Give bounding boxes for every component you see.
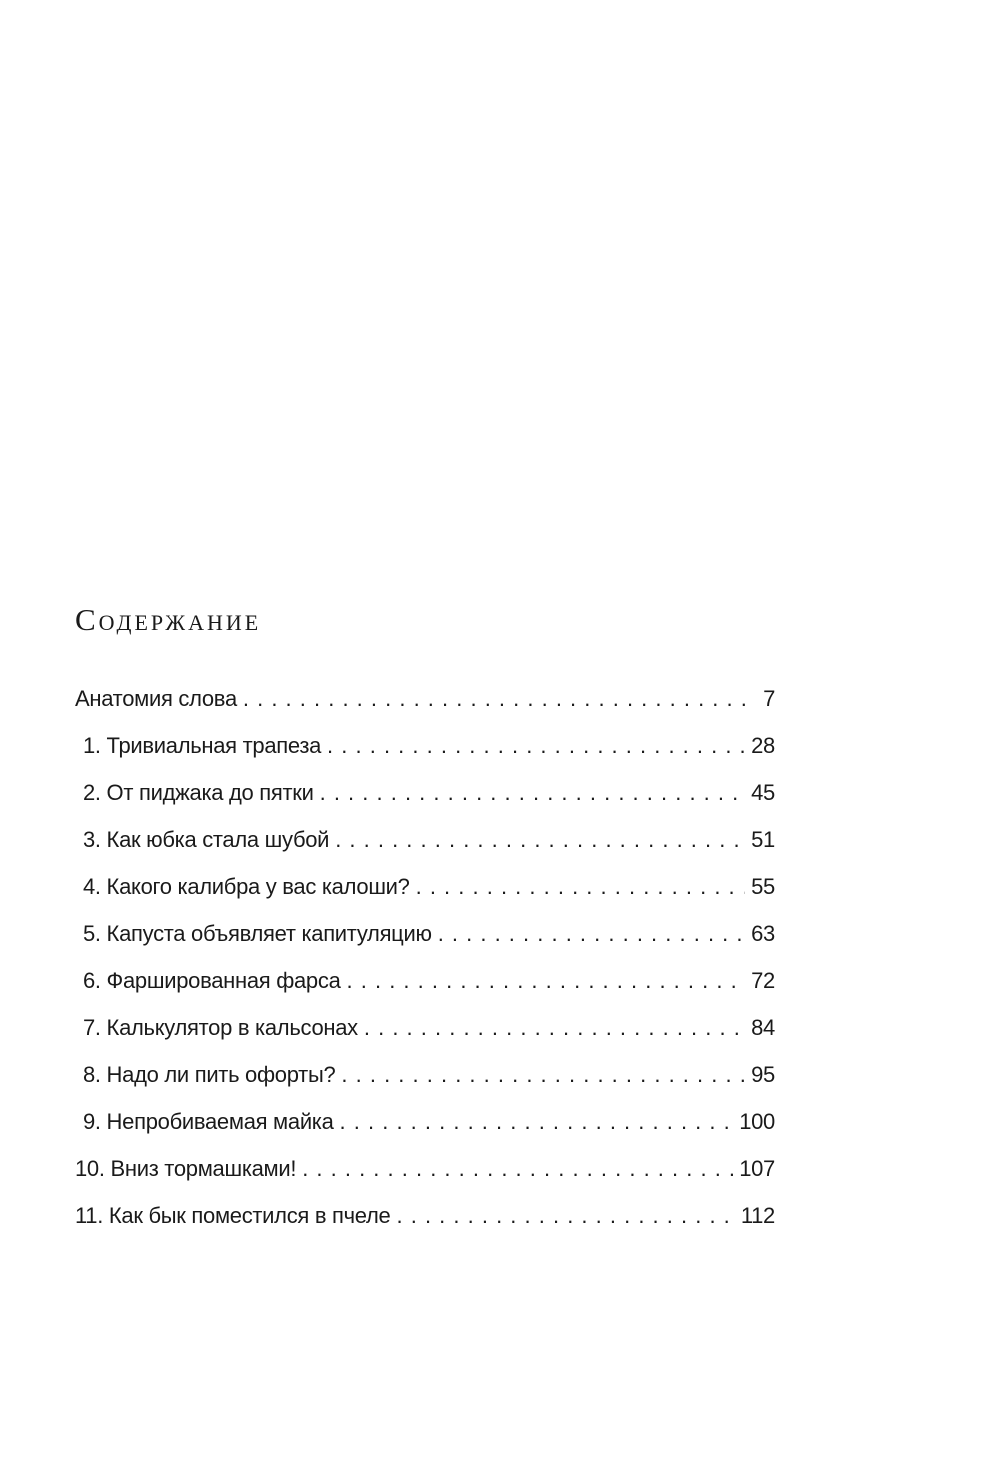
toc-entry [75,1145,775,1192]
toc-dot-leader [341,1051,745,1098]
toc-entry-title: 2. От пиджака до пятки [83,780,314,805]
toc-dot-leader [340,1098,734,1145]
toc-entry [75,910,775,957]
toc-entry-page: 51 [751,827,775,852]
toc-dot-leader [416,863,746,910]
toc-entry-title: Анатомия слова [75,686,237,711]
toc-entry-page: 95 [751,1062,775,1087]
toc-dot-leader [320,769,746,816]
toc-entry [75,1192,775,1239]
toc-entry-page: 7 [763,686,775,711]
toc-entry-page: 107 [739,1156,775,1181]
toc-entry [75,816,775,863]
toc-entry [75,863,775,910]
toc-entry-page: 28 [751,733,775,758]
toc-dot-leader [243,675,749,722]
toc-entry [75,722,775,769]
toc-entry-title: 6. Фаршированная фарса [83,968,341,993]
toc-entry-page: 112 [740,1203,775,1228]
toc-entry [75,1051,775,1098]
toc-dot-leader [397,1192,735,1239]
toc-entry-title: 11. Как бык поместился в пчеле [75,1203,391,1228]
toc-dot-leader [302,1145,733,1192]
toc-entry-title: 9. Непробиваемая майка [83,1109,334,1134]
toc-entry-title: 8. Надо ли пить офорты? [83,1062,336,1087]
toc-entry-page: 55 [751,874,775,899]
toc-dot-leader [438,910,745,957]
toc-entry-page: 84 [751,1015,775,1040]
toc-entry-page: 100 [739,1109,775,1134]
toc-entry-title: 5. Капуста объявляет капитуляцию [83,921,432,946]
toc-entry-page: 72 [751,968,775,993]
toc-list [75,675,775,1239]
toc-entry-title: 7. Калькулятор в кальсонах [83,1015,358,1040]
toc-entry [75,1098,775,1145]
table-of-contents [75,600,775,1239]
toc-entry-title: 1. Тривиальная трапеза [83,733,322,758]
toc-dot-leader [364,1004,745,1051]
toc-entry-page: 45 [751,780,775,805]
toc-dot-leader [327,722,745,769]
toc-dot-leader [347,957,746,1004]
toc-entry-title: 3. Как юбка стала шубой [83,827,330,852]
toc-entry [75,1004,775,1051]
toc-entry-title: 10. Вниз тормашками! [75,1156,297,1181]
toc-entry-page: 63 [751,921,775,946]
toc-entry-title: 4. Какого калибра у вас калоши? [83,874,410,899]
toc-entry [75,769,775,816]
toc-dot-leader [335,816,745,863]
toc-entry [75,675,775,722]
toc-entry [75,957,775,1004]
toc-heading: Содержание [75,602,262,637]
